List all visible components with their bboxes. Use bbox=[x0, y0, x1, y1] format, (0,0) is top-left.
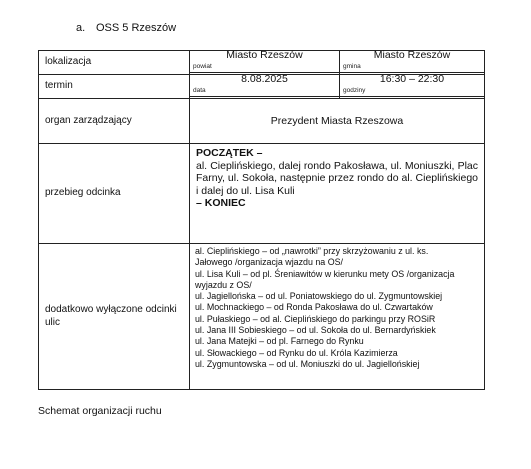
street-line: ul. Jana Matejki – od pl. Farnego do Rynku bbox=[195, 336, 364, 347]
street-line: ul. Jana III Sobieskiego – od ul. Sokoła do ul. Bernardyńskiek bbox=[195, 325, 436, 336]
value-organ: Prezydent Miasta Rzeszowa bbox=[190, 99, 485, 144]
cell-gmina bbox=[340, 48, 485, 75]
table-row-dodatkowo bbox=[39, 244, 485, 390]
small-label-godziny: godziny bbox=[343, 86, 366, 94]
value-dodatkowo bbox=[190, 244, 485, 390]
cell-divider bbox=[190, 96, 339, 97]
value-przebieg bbox=[190, 144, 485, 244]
table-row-przebieg bbox=[39, 144, 485, 244]
section-heading bbox=[76, 21, 176, 35]
street-line: ul. Mochnackiego – od Ronda Pakosława do ul. Czwartaków bbox=[195, 302, 433, 313]
label-przebieg: przebieg odcinka bbox=[39, 144, 190, 244]
label-lokalizacja: lokalizacja bbox=[39, 51, 190, 75]
cell-godziny bbox=[340, 72, 485, 99]
small-label-gmina: gmina bbox=[343, 62, 361, 70]
table-row-organ bbox=[39, 99, 485, 144]
section-title: OSS 5 Rzeszów bbox=[96, 22, 177, 34]
street-line: Jałowego /organizacja wjazdu na OS/ bbox=[195, 257, 344, 268]
label-organ: organ zarządzający bbox=[39, 99, 190, 144]
street-line: ul. Jagiellońska – od ul. Poniatowskiego do ul. Zygmuntowskiej bbox=[195, 291, 443, 302]
table-row-lokalizacja bbox=[39, 51, 485, 75]
value-data: 8.08.2025 bbox=[241, 72, 288, 85]
label-dodatkowo: dodatkowo wyłączone odcinki ulic bbox=[39, 244, 190, 390]
table-row-termin bbox=[39, 75, 485, 99]
value-gmina: Miasto Rzeszów bbox=[373, 48, 451, 61]
street-line: wyjazdu z OS/ bbox=[195, 279, 252, 290]
cell-data bbox=[190, 72, 340, 99]
street-line: al. Cieplińskiego – od „nawrotki” przy skrzyżowaniu z ul. ks. bbox=[195, 246, 429, 256]
list-marker: a. bbox=[76, 22, 86, 34]
label-termin: termin bbox=[39, 75, 190, 99]
street-line: ul. Słowackiego – od Rynku do ul. Króla Kazimierza bbox=[195, 347, 398, 358]
route-text: al. Cieplińskiego, dalej rondo Pakosława, ul. Moniuszki, Plac Farny, ul. Sokoła, następnie przez rondo do al. Cieplińskiego i dalej do ul. Lisa Kuli bbox=[196, 159, 478, 197]
street-line: ul. Pułaskiego – od al. Cieplińskiego do parkingu przy ROSiR bbox=[195, 313, 436, 324]
small-label-data: data bbox=[193, 86, 206, 94]
street-line: ul. Lisa Kuli – od pl. Śreniawitów w kierunku mety OS /organizacja bbox=[195, 268, 455, 279]
route-start: POCZĄTEK – bbox=[196, 147, 263, 159]
small-label-powiat: powiat bbox=[193, 62, 212, 70]
cell-powiat bbox=[190, 48, 340, 75]
info-table bbox=[38, 50, 485, 390]
route-end: – KONIEC bbox=[196, 197, 246, 209]
value-godziny: 16:30 – 22:30 bbox=[379, 72, 445, 85]
street-line: ul. Zygmuntowska – od ul. Moniuszki do ul. Jagiellońskiej bbox=[195, 358, 420, 369]
caption: Schemat organizacji ruchu bbox=[38, 405, 162, 417]
cell-divider bbox=[340, 96, 484, 97]
value-powiat: Miasto Rzeszów bbox=[226, 48, 303, 61]
